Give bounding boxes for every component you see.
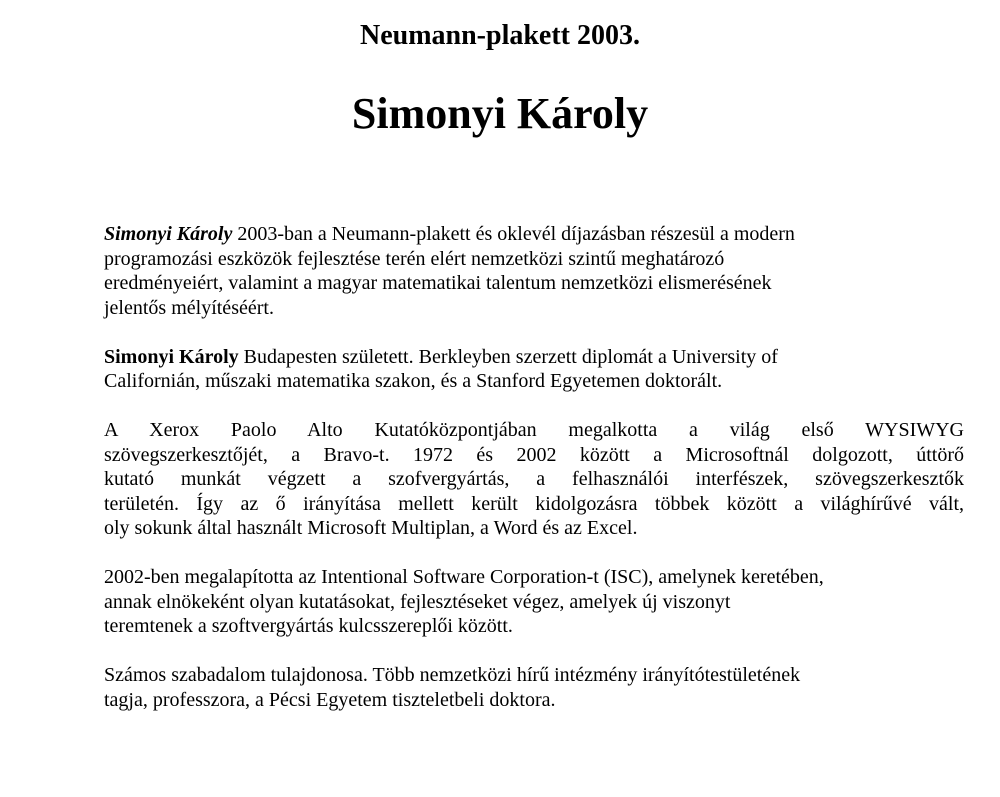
text-line: annak elnökeként olyan kutatásokat, fejlesztéseket végez, amelyek új viszonyt [104,590,731,613]
text-line: Simonyi Károly 2003-ban a Neumann-plakett és oklevél díjazásban részesül a modern [104,223,795,245]
name-emphasis: Simonyi Károly [104,345,239,368]
text-line: tagja, professzora, a Pécsi Egyetem tiszteletbeli doktora. [104,688,556,711]
paragraph-award-citation [104,222,964,320]
text-line: jelentős mélyítéséért. [104,296,274,319]
text-line: Simonyi Károly Budapesten született. Berkleyben szerzett diplomát a University of [104,345,778,368]
body-text [104,222,964,737]
name-emphasis: Simonyi Károly [104,223,233,245]
text-line: Számos szabadalom tulajdonosa. Több nemzetközi hírű intézmény irányítótestületének [104,664,801,686]
paragraph-education [104,345,964,394]
text-line: programozási eszközök fejlesztése terén elért nemzetközi szintű meghatározó [104,247,725,270]
text-line: szövegszerkesztőjét, a Bravo-t. 1972 és 2002 között a Microsoftnál dolgozott, úttörő [104,443,964,466]
text-line: 2002-ben megalapította az Intentional Software Corporation-t (ISC), amelynek keretében, [104,566,824,588]
paragraph-honors [104,663,964,712]
text-line: eredményeiért, valamint a magyar matematikai talentum nemzetközi elismerésének [104,272,772,294]
text-line: teremtenek a szoftvergyártás kulcsszereplői között. [104,615,513,637]
award-title: Neumann-plakett 2003. [359,20,640,51]
text-line: Californián, műszaki matematika szakon, és a Stanford Egyetemen doktorált. [104,370,723,392]
paragraph-career [104,418,964,541]
text-line: oly sokunk által használt Microsoft Multiplan, a Word és az Excel. [104,517,638,539]
paragraph-company [104,565,964,639]
person-name-heading: Simonyi Károly [351,89,649,138]
text-line: területén. Így az ő irányítása mellett került kidolgozásra többek között a világhírűvé vált, [104,492,964,515]
text-line: kutató munkát végzett a szofvergyártás, a felhasználói interfészek, szövegszerkesztők [104,468,964,490]
text-line: A Xerox Paolo Alto Kutatóközpontjában megalkotta a világ első WYSIWYG [104,419,964,441]
